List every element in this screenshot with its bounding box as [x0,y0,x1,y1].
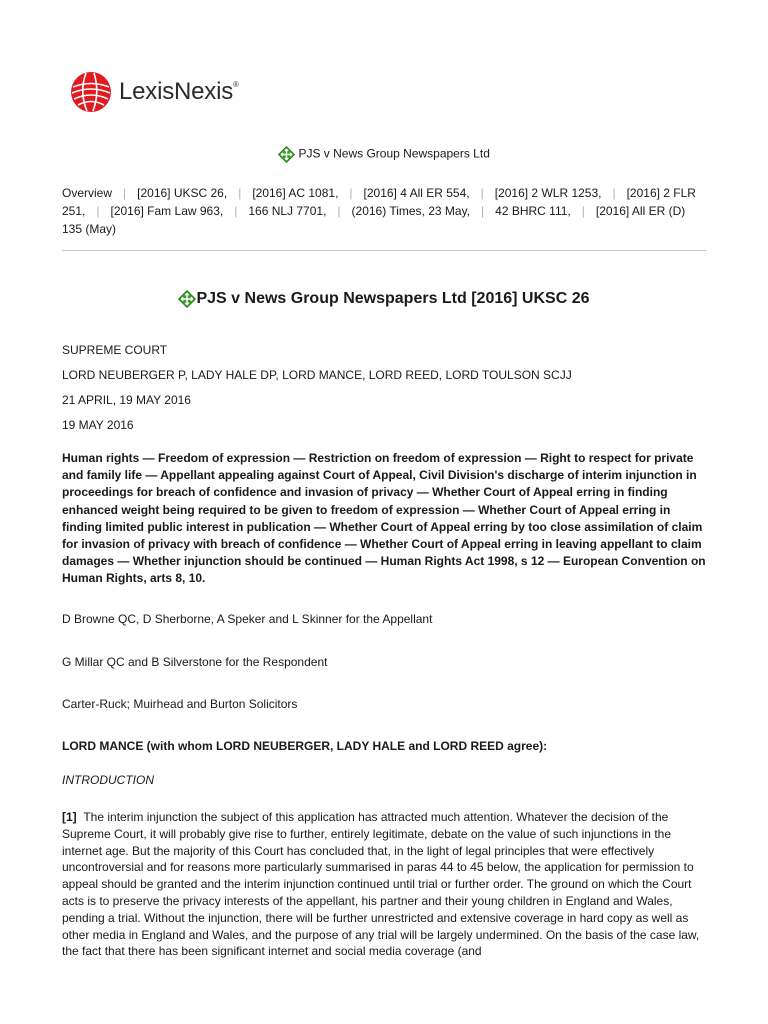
citation-separator: | [96,204,100,218]
counsel-appellant: D Browne QC, D Sherborne, A Speker and L Skinner for the Appellant [62,612,433,626]
citation-link[interactable]: [2016] 2 FLR 251, [62,186,696,218]
citation-link[interactable]: [2016] Fam Law 963, [110,204,224,218]
citation-link[interactable]: [2016] UKSC 26, [137,186,228,200]
paragraph-number: [1] [62,810,77,824]
citation-separator: | [612,186,616,200]
solicitors: Carter-Ruck; Muirhead and Burton Solicitors [62,697,298,711]
court-name: SUPREME COURT [62,343,168,357]
brand-name: LexisNexis® [119,78,239,105]
judgment-date: 19 MAY 2016 [62,418,134,432]
divider [62,250,707,251]
diamond-arrows-icon [278,146,295,163]
citation-list [62,184,708,238]
citation-separator: | [349,186,353,200]
citation-separator: | [337,204,341,218]
hearing-dates: 21 APRIL, 19 MAY 2016 [62,393,191,407]
counsel-respondent: G Millar QC and B Silverstone for the Respondent [62,655,328,669]
citation-link[interactable]: Overview [62,186,113,200]
citation-separator: | [481,204,485,218]
catchwords: Human rights — Freedom of expression — Restriction on freedom of expression — Right to respect for private and family life — Appellant appealing against Court of Appeal, Civil Division's discharge of interim injunction in proceedings for breach of confidence and invasion of privacy — Whether Court of Appeal erring in finding enhanced weight being required to be given to freedom of expression — Whether Court of Appeal erring in finding limited public interest in publication — Whether Court of Appeal erring by too close assimilation of claim for invasion of privacy with breach of confidence — Whether Court of Appeal erring in leaving appellant to claim damages — Whether injunction should be continued — Human Rights Act 1998, s 12 — European Convention on Human Rights, arts 8, 10. [62,451,706,586]
lexisnexis-globe-icon [70,71,112,113]
section-heading: INTRODUCTION [62,773,154,787]
citation-separator: | [234,204,238,218]
citation-link[interactable]: [2016] 2 WLR 1253, [494,186,602,200]
citation-link[interactable]: [2016] All ER (D) 135 (May) [62,204,686,236]
case-heading [0,290,768,308]
citation-separator: | [480,186,484,200]
citation-separator: | [123,186,127,200]
citation-link[interactable]: 166 NLJ 7701, [248,204,327,218]
citation-link[interactable]: (2016) Times, 23 May, [351,204,471,218]
judge-heading: LORD MANCE (with whom LORD NEUBERGER, LADY HALE and LORD REED agree): [62,739,548,753]
document-title [0,146,768,163]
judges-line: LORD NEUBERGER P, LADY HALE DP, LORD MANCE, LORD REED, LORD TOULSON SCJJ [62,368,572,382]
citation-link[interactable]: [2016] 4 All ER 554, [363,186,470,200]
citation-link[interactable]: [2016] AC 1081, [252,186,339,200]
case-heading-text: PJS v News Group Newspapers Ltd [2016] UKSC 26 [196,290,590,308]
paragraph-1 [62,809,708,960]
document-title-text: PJS v News Group Newspapers Ltd [298,146,490,161]
citation-separator: | [581,204,585,218]
paragraph-text: The interim injunction the subject of this application has attracted much attention. Whatever the decision of the Supreme Court, it will probably give rise to further, entirely legitimate, debate on the value of such injunctions in the internet age. But the majority of this Court has concluded that, in the light of legal principles that were effectively uncontroversial and for reasons more particularly summarised in paras 44 to 45 below, the application for permission to appeal should be granted and the interim injunction continued until trial or further order. The ground on which the Court acts is to preserve the privacy interests of the appellant, his partner and their young children in England and Wales, pending a trial. Without the injunction, there will be further unrestricted and extensive coverage in hard copy as well as other media in England and Wales, and the purpose of any trial will be largely undermined. On the basis of the case law, the fact that there has been significant internet and social media coverage (and [62,810,700,959]
citation-link[interactable]: 42 BHRC 111, [495,204,571,218]
lexisnexis-logo[interactable] [70,69,239,115]
diamond-arrows-icon [178,290,196,308]
citation-separator: | [238,186,242,200]
